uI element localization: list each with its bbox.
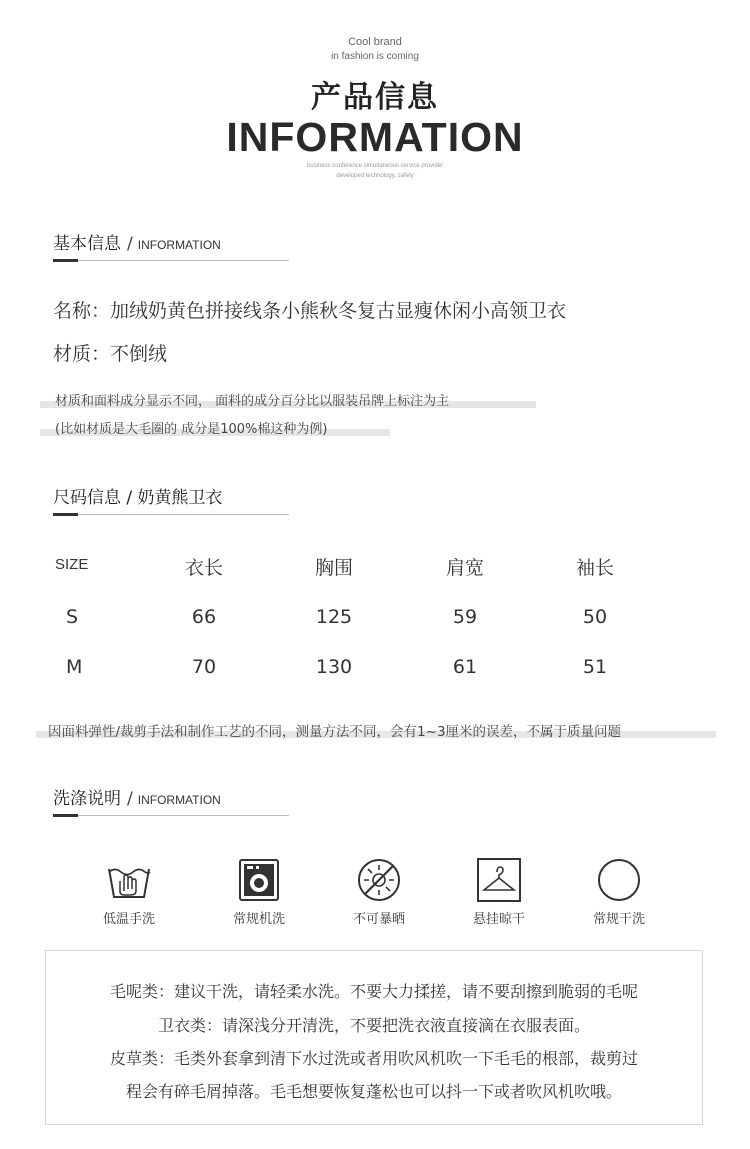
section-divider-slash: / bbox=[127, 234, 133, 254]
table-header-sleeve: 袖长 bbox=[575, 557, 614, 579]
table-cell-chest: 125 bbox=[315, 606, 353, 628]
hand-wash-icon bbox=[106, 857, 152, 903]
section-title: 尺码信息 / 奶黄熊卫衣 bbox=[53, 488, 223, 508]
table-cell-shoulder: 61 bbox=[452, 656, 478, 678]
section-title-en: INFORMATION bbox=[137, 238, 221, 252]
page-title-en: INFORMATION bbox=[226, 114, 524, 160]
section-title-cn: 洗涤说明 bbox=[53, 789, 121, 809]
brand-line-1: Cool brand bbox=[348, 36, 402, 48]
table-cell-length: 66 bbox=[191, 606, 217, 628]
table-cell-size: M bbox=[66, 656, 83, 678]
care-line-hoodie: 卫衣类：请深浅分开清洗，不要把洗衣液直接滴在衣服表面。 bbox=[157, 1016, 590, 1035]
section-divider-slash: / bbox=[127, 789, 133, 809]
table-cell-length: 70 bbox=[191, 656, 217, 678]
no-sun-icon bbox=[356, 857, 402, 903]
wash-label-hang-dry: 悬挂晾干 bbox=[472, 912, 525, 927]
section-underline bbox=[53, 514, 289, 515]
product-name: 名称：加绒奶黄色拼接线条小熊秋冬复古显瘦休闲小高领卫衣 bbox=[53, 300, 567, 322]
dry-clean-icon bbox=[596, 857, 642, 903]
product-material: 材质：不倒绒 bbox=[53, 343, 168, 365]
table-cell-size: S bbox=[66, 606, 79, 628]
hang-dry-icon bbox=[476, 857, 522, 903]
wash-label-machine: 常规机洗 bbox=[232, 912, 285, 927]
section-header-size-info bbox=[53, 488, 223, 508]
table-header-chest: 胸围 bbox=[314, 557, 353, 579]
tagline-2: developed technology, safety bbox=[336, 173, 414, 179]
section-underline bbox=[53, 260, 289, 261]
section-accent-bar bbox=[53, 513, 78, 516]
machine-wash-icon bbox=[236, 857, 282, 903]
material-note-1: 材质和面料成分显示不同， 面料的成分百分比以服装吊牌上标注为主 bbox=[55, 394, 450, 409]
brand-line-2: in fashion is coming bbox=[331, 51, 419, 62]
care-line-fur-cont: 程会有碎毛屑掉落。毛毛想要恢复蓬松也可以抖一下或者吹风机吹哦。 bbox=[125, 1082, 622, 1101]
size-note: 因面料弹性/裁剪手法和制作工艺的不同，测量方法不同，会有1~3厘米的误差，不属于质量问题 bbox=[48, 724, 622, 740]
material-note-2: (比如材质是大毛圈的 成分是100%棉这种为例) bbox=[55, 422, 328, 437]
table-cell-sleeve: 51 bbox=[582, 656, 608, 678]
wash-label-hand: 低温手洗 bbox=[102, 912, 155, 927]
table-header-size: SIZE bbox=[55, 556, 89, 573]
table-cell-shoulder: 59 bbox=[452, 606, 478, 628]
table-cell-chest: 130 bbox=[315, 656, 353, 678]
section-underline bbox=[53, 815, 289, 816]
section-title-cn: 基本信息 bbox=[53, 234, 121, 254]
section-header-washing bbox=[53, 789, 221, 809]
section-accent-bar bbox=[53, 814, 78, 817]
care-line-fur: 皮草类：毛类外套拿到清下水过洗或者用吹风机吹一下毛毛的根部，裁剪过 bbox=[109, 1049, 638, 1068]
table-cell-sleeve: 50 bbox=[582, 606, 608, 628]
wash-label-dry-clean: 常规干洗 bbox=[592, 912, 645, 927]
care-line-wool: 毛呢类：建议干洗，请轻柔水洗。不要大力揉搓，请不要刮擦到脆弱的毛呢 bbox=[109, 982, 638, 1001]
page-title-cn: 产品信息 bbox=[311, 80, 439, 115]
section-accent-bar bbox=[53, 259, 78, 262]
tagline-1: business conference simultaneous service provider bbox=[306, 163, 444, 169]
table-header-shoulder: 肩宽 bbox=[445, 557, 484, 579]
section-header-basic-info bbox=[53, 234, 221, 254]
section-title-en: INFORMATION bbox=[137, 793, 221, 807]
wash-label-no-sun: 不可暴晒 bbox=[352, 912, 405, 927]
table-header-length: 衣长 bbox=[184, 557, 223, 579]
